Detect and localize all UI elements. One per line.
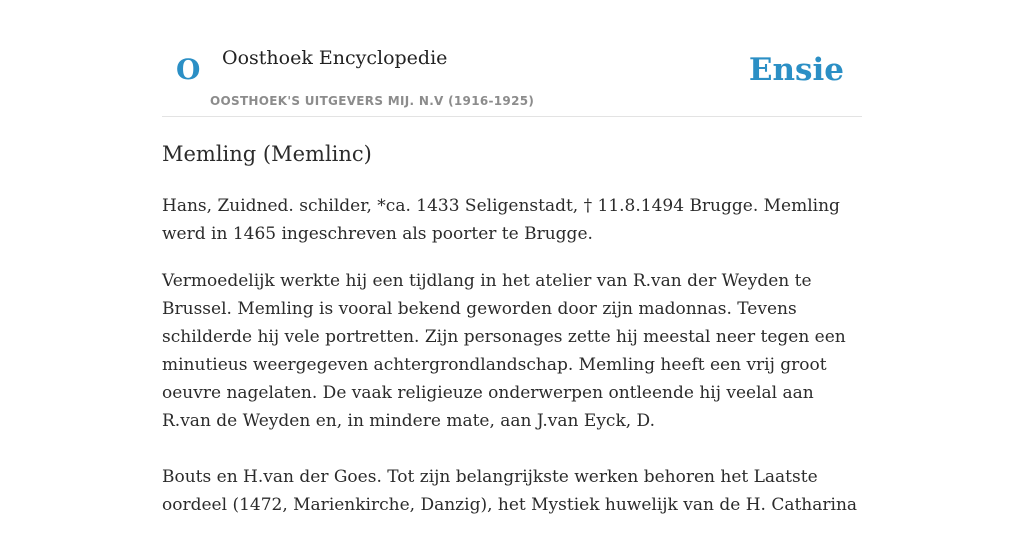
brand-logo-link[interactable]: Ensie: [748, 52, 844, 88]
entry-title: Memling (Memlinc): [162, 142, 372, 166]
site-header: [162, 0, 862, 117]
logo-icon[interactable]: O: [176, 53, 201, 86]
site-subtitle: OOSTHOEK'S UITGEVERS MIJ. N.V (1916-1925): [210, 94, 535, 108]
entry-paragraph: Hans, Zuidned. schilder, *ca. 1433 Seligenstadt, † 11.8.1494 Brugge. Memling werd in 1465 ingeschreven als poorter te Brugge.: [162, 196, 840, 244]
entry-content: [162, 192, 862, 538]
page: [162, 0, 862, 515]
site-title[interactable]: Oosthoek Encyclopedie: [222, 47, 448, 69]
entry-paragraph: Vermoedelijk werkte hij een tijdlang in het atelier van R.van der Weyden te Brussel. Memling is vooral bekend geworden door zijn madonnas. Tevens schilderde hij vele portretten. Zijn personages zette hij meestal neer tegen een minutieus weergegeven achtergrondlandschap. Memling heeft een vrij groot oeuvre nagelaten. De vaak religieuze onderwerpen ontleende hij veelal aan R.van de Weyden en, in mindere mate, aan J.van Eyck, D.: [162, 271, 846, 431]
entry-paragraph: Bouts en H.van der Goes. Tot zijn belangrijkste werken behoren het Laatste oordeel (1472, Marienkirche, Danzig), het Mystiek huwelijk van de H. Catharina: [162, 467, 858, 515]
